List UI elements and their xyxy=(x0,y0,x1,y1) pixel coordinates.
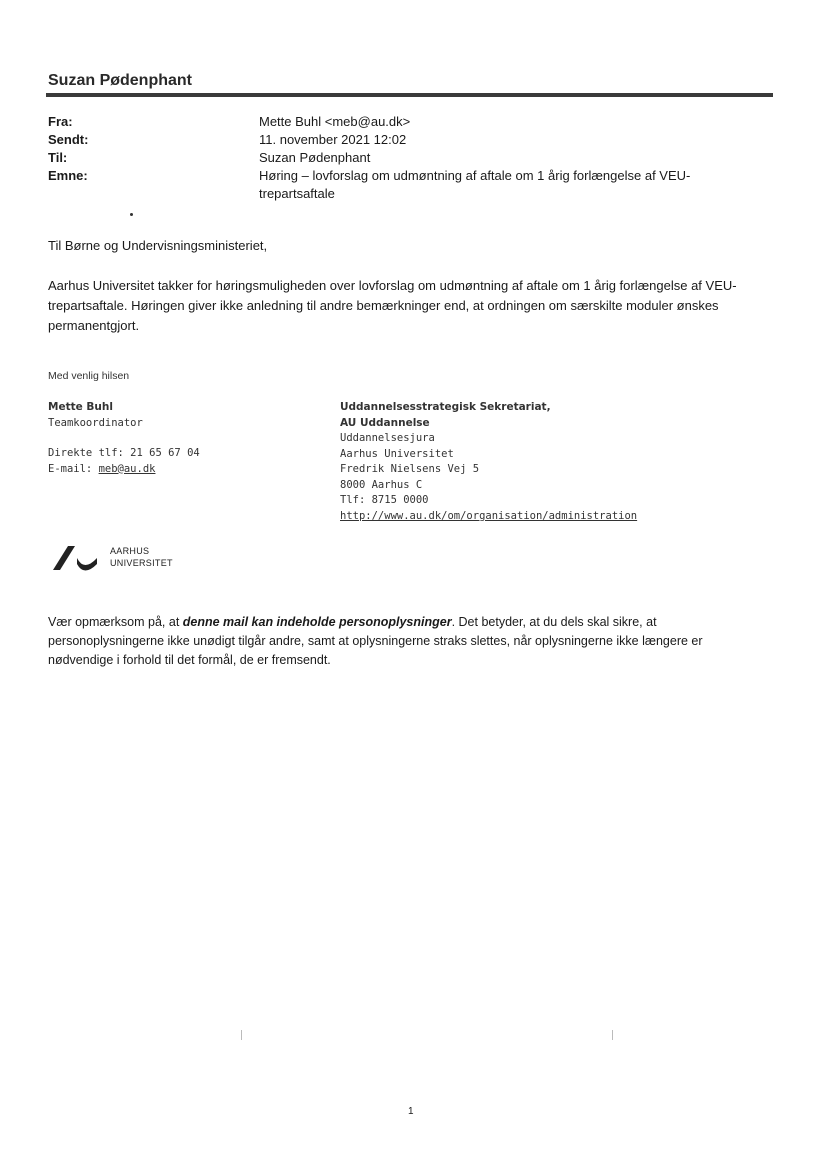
body-paragraph: Aarhus Universitet takker for høringsmuligheden over lovforslag om udmøntning af aftale om 1 årig forlængelse af VEU-trepartsaftale. Høringen giver ikke anledning til andre bemærkninger end, at ordningen om særskilte moduler ønskes permanentgjort. xyxy=(48,278,737,333)
address-line: Uddannelsesjura xyxy=(340,432,435,444)
closing: Med venlig hilsen xyxy=(48,370,130,382)
notice-emphasis: denne mail kan indeholde personoplysninger xyxy=(182,615,452,629)
from-label: Fra: xyxy=(48,114,73,129)
stray-dot xyxy=(130,213,133,216)
subject-value: Høring – lovforslag om udmøntning af aftale om 1 årig forlængelse af VEU-trepartsaftale xyxy=(259,168,691,201)
signature-email-line xyxy=(48,462,200,478)
aarhus-university-logo xyxy=(50,540,190,574)
address-line: Aarhus Universitet xyxy=(340,447,454,460)
address-line: Tlf: 8715 0000 xyxy=(340,494,429,506)
greeting: Til Børne og Undervisningsministeriet, xyxy=(48,238,268,253)
subject-label: Emne: xyxy=(48,168,88,183)
email-label: E-mail: xyxy=(48,462,99,475)
org-line-2: AU Uddannelse xyxy=(340,416,430,429)
sent-label: Sendt: xyxy=(48,132,89,147)
from-value: Mette Buhl <meb@au.dk> xyxy=(259,114,411,129)
logo-line-2: UNIVERSITET xyxy=(110,558,173,568)
to-value: Suzan Pødenphant xyxy=(259,150,371,165)
scan-mark xyxy=(612,1030,613,1040)
signature-phone: Direkte tlf: 21 65 67 04 xyxy=(48,447,200,459)
to-label: Til: xyxy=(48,150,68,165)
signature-left xyxy=(48,400,200,477)
privacy-notice xyxy=(48,613,770,670)
email-link[interactable]: meb@au.dk xyxy=(98,462,156,475)
au-logo-icon xyxy=(50,540,102,572)
header-rule xyxy=(46,93,773,97)
notice-pre: Vær opmærksom på, at xyxy=(48,615,183,629)
address-line: 8000 Aarhus C xyxy=(340,478,423,491)
sender-name: Suzan Pødenphant xyxy=(48,72,192,89)
signature-name: Mette Buhl xyxy=(48,401,113,413)
address-line: Fredrik Nielsens Vej 5 xyxy=(340,463,480,475)
scan-mark xyxy=(241,1030,242,1040)
org-line-1: Uddannelsesstrategisk Sekretariat, xyxy=(340,401,551,413)
notice-post: . Det betyder, at du dels skal sikre, at personoplysningerne ikke unødigt tilgår andre, samt at oplysningerne straks slettes, når oplysningerne ikke længere er nødvendige i forhold til det formål, de er fremsendt. xyxy=(48,615,703,667)
sent-value: 11. november 2021 12:02 xyxy=(259,132,407,147)
page-number: 1 xyxy=(408,1106,414,1117)
org-url-link[interactable]: http://www.au.dk/om/organisation/administration xyxy=(340,509,638,522)
signature-right xyxy=(340,400,637,524)
logo-line-1: AARHUS xyxy=(110,546,150,556)
signature-title: Teamkoordinator xyxy=(48,416,143,429)
